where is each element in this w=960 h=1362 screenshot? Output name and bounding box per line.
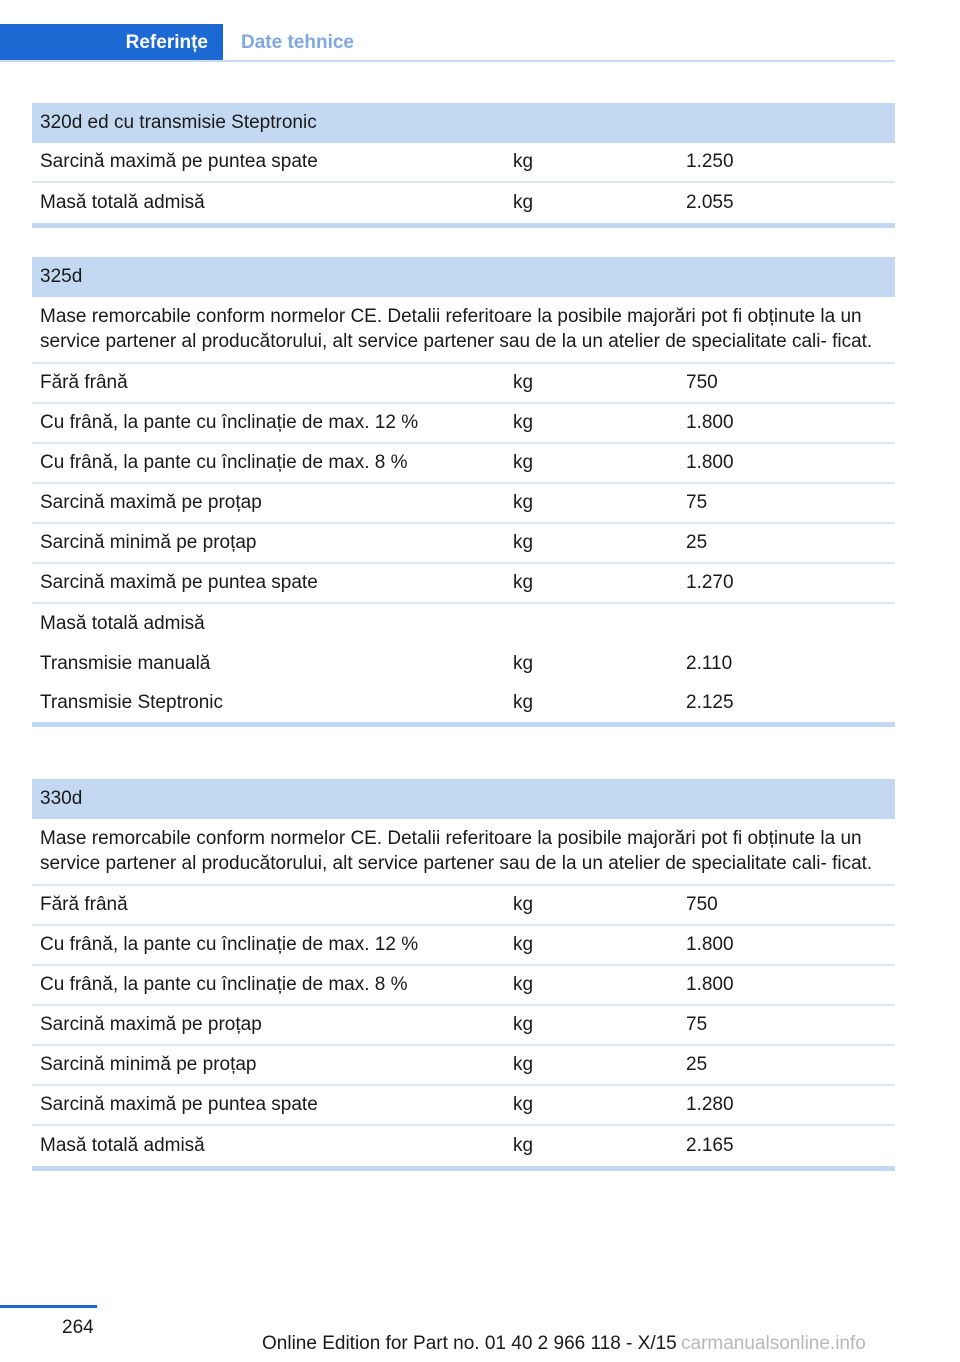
row-value: 2.055 <box>686 192 734 213</box>
table-row <box>32 1006 895 1046</box>
group-label: Masă totală admisă <box>40 613 205 634</box>
table-row <box>32 1046 895 1086</box>
row-label: Transmisie manuală <box>40 652 211 674</box>
table-bottom-rule <box>32 223 895 228</box>
row-value: 750 <box>686 372 718 393</box>
row-unit: kg <box>513 532 534 553</box>
table-title <box>32 103 895 143</box>
row-label: Masă totală admisă <box>40 1135 205 1156</box>
row-value: 1.800 <box>686 412 734 433</box>
row-unit: kg <box>513 492 534 513</box>
row-label: Cu frână, la pante cu înclinație de max. 12 % <box>40 412 419 433</box>
row-value: 2.110 <box>686 652 733 674</box>
page-number: 264 <box>62 1317 94 1338</box>
table-row <box>32 1086 895 1126</box>
table-title-text: 320d ed cu transmisie Steptronic <box>40 112 317 133</box>
row-value: 1.250 <box>686 151 734 172</box>
row-label: Sarcină minimă pe proțap <box>40 532 257 553</box>
row-label: Sarcină maximă pe proțap <box>40 1014 262 1035</box>
row-label: Fără frână <box>40 372 128 393</box>
row-unit: kg <box>513 1054 534 1075</box>
row-value: 75 <box>686 492 708 513</box>
row-value: 1.800 <box>686 452 734 473</box>
table-row <box>32 1126 895 1166</box>
table-row <box>32 143 895 183</box>
row-unit: kg <box>513 652 534 674</box>
table-row <box>32 484 895 524</box>
table-group-header <box>32 604 895 644</box>
table-row <box>32 886 895 926</box>
row-unit: kg <box>513 452 534 473</box>
row-label: Masă totală admisă <box>40 192 205 213</box>
row-unit: kg <box>513 412 534 433</box>
row-value: 25 <box>686 1054 708 1075</box>
table-note: Mase remorcabile conform normelor CE. Detalii referitoare la posibile majorări pot fi obținute la un service partener al producătorului, alt service partener sau de la un atelier de specialitate cali- ficat. <box>32 819 895 886</box>
table-row <box>32 404 895 444</box>
row-label: Sarcină maximă pe puntea spate <box>40 1094 318 1115</box>
row-label: Cu frână, la pante cu înclinație de max. 12 % <box>40 934 419 955</box>
table-row <box>32 644 895 683</box>
table-row <box>32 364 895 404</box>
row-value: 1.800 <box>686 934 734 955</box>
table-row <box>32 966 895 1006</box>
row-unit: kg <box>513 372 534 393</box>
row-unit: kg <box>513 1094 534 1115</box>
edition-note: Online Edition for Part no. 01 40 2 966 118 - X/15 <box>262 1333 677 1354</box>
row-unit: kg <box>513 1014 534 1035</box>
header-divider <box>0 60 895 62</box>
tab-date-tehnice[interactable]: Date tehnice <box>241 32 354 53</box>
table-330d <box>32 779 895 1171</box>
row-value: 25 <box>686 532 708 553</box>
row-unit: kg <box>513 691 534 713</box>
row-label: Cu frână, la pante cu înclinație de max. 8 % <box>40 452 408 473</box>
table-title <box>32 779 895 819</box>
row-label: Sarcină maximă pe puntea spate <box>40 572 318 593</box>
row-label: Sarcină maximă pe proțap <box>40 492 262 513</box>
page-number-rule <box>0 1305 97 1308</box>
table-bottom-rule <box>32 1166 895 1171</box>
row-value: 1.280 <box>686 1094 734 1115</box>
row-unit: kg <box>513 151 534 172</box>
row-label: Cu frână, la pante cu înclinație de max. 8 % <box>40 974 408 995</box>
table-title <box>32 257 895 297</box>
table-row <box>32 564 895 604</box>
table-row <box>32 926 895 966</box>
top-navigation <box>0 24 895 62</box>
watermark: carmanualsonline.info <box>681 1333 866 1354</box>
table-320d-ed <box>32 103 895 228</box>
row-value: 2.165 <box>686 1135 734 1156</box>
row-unit: kg <box>513 974 534 995</box>
row-unit: kg <box>513 894 534 915</box>
table-note: Mase remorcabile conform normelor CE. Detalii referitoare la posibile majorări pot fi obținute la un service partener al producătorului, alt service partener sau de la un atelier de specialitate cali- ficat. <box>32 297 895 364</box>
row-label: Transmisie Steptronic <box>40 691 224 713</box>
tab-referinte[interactable]: Referințe <box>0 24 223 62</box>
table-325d <box>32 257 895 727</box>
table-row <box>32 444 895 484</box>
row-unit: kg <box>513 572 534 593</box>
row-value: 2.125 <box>686 691 734 713</box>
table-title-text: 325d <box>40 266 83 287</box>
row-value: 750 <box>686 894 718 915</box>
row-unit: kg <box>513 934 534 955</box>
row-unit: kg <box>513 192 534 213</box>
row-value: 1.800 <box>686 974 734 995</box>
table-row <box>32 183 895 223</box>
row-label: Fără frână <box>40 894 128 915</box>
row-value: 75 <box>686 1014 708 1035</box>
row-label: Sarcină maximă pe puntea spate <box>40 151 318 172</box>
table-row <box>32 524 895 564</box>
table-bottom-rule <box>32 722 895 727</box>
table-title-text: 330d <box>40 788 83 809</box>
row-value: 1.270 <box>686 572 734 593</box>
table-row <box>32 683 895 722</box>
row-unit: kg <box>513 1135 534 1156</box>
row-label: Sarcină minimă pe proțap <box>40 1054 257 1075</box>
